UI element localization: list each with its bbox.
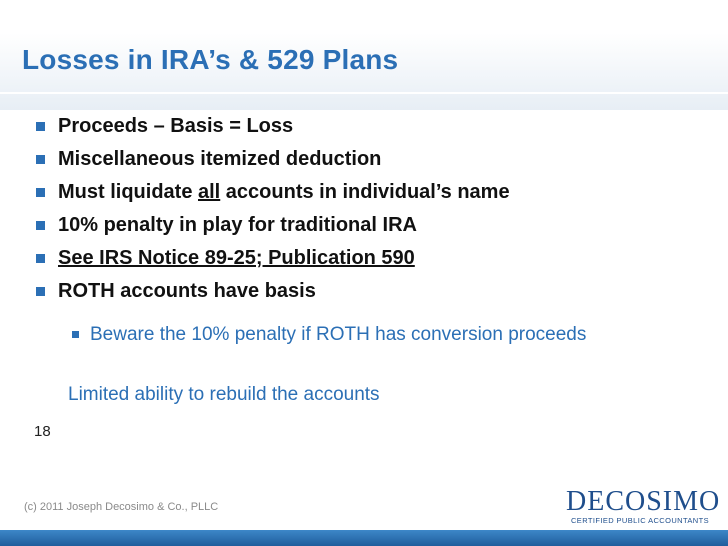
bullet-item-proceeds: [34, 110, 510, 143]
footer-copyright: (c) 2011 Joseph Decosimo & Co., PLLC: [24, 501, 219, 513]
decosimo-logo: [566, 486, 721, 526]
slide-title: Losses in IRA’s & 529 Plans: [22, 44, 399, 75]
bullet-text: ROTH accounts have basis: [58, 280, 316, 302]
irs-notice-link[interactable]: See IRS Notice 89-25; Publication 590: [58, 247, 415, 269]
sub-text-rebuild-accounts: Limited ability to rebuild the accounts: [68, 384, 380, 405]
bullet-list: [34, 110, 510, 308]
bullet-text: Miscellaneous itemized deduction: [58, 148, 382, 170]
slide-number: 18: [34, 423, 51, 440]
bullet-item-liquidate: [34, 176, 510, 209]
bullet-text-end: accounts in individual’s name: [220, 181, 510, 203]
sub-bullet-roth-conversion: Beware the 10% penalty if ROTH has conversion proceeds: [70, 323, 670, 347]
bullet-text-emphasis: all: [198, 181, 221, 203]
bullet-text: Proceeds – Basis = Loss: [58, 115, 294, 137]
bullet-item-roth-basis: [34, 275, 510, 308]
title-divider: [0, 92, 728, 94]
bottom-accent-bar: [0, 530, 728, 546]
bullet-item-penalty: [34, 209, 510, 242]
logo-wordmark: DECOSIMO: [566, 486, 721, 517]
bullet-item-misc-deduction: [34, 143, 510, 176]
bullet-text: 10% penalty in play for traditional IRA: [58, 214, 417, 236]
logo-tagline: CERTIFIED PUBLIC ACCOUNTANTS: [570, 516, 710, 525]
bullet-text-start: Must liquidate: [58, 181, 198, 203]
bullet-item-irs-notice[interactable]: [34, 242, 510, 275]
